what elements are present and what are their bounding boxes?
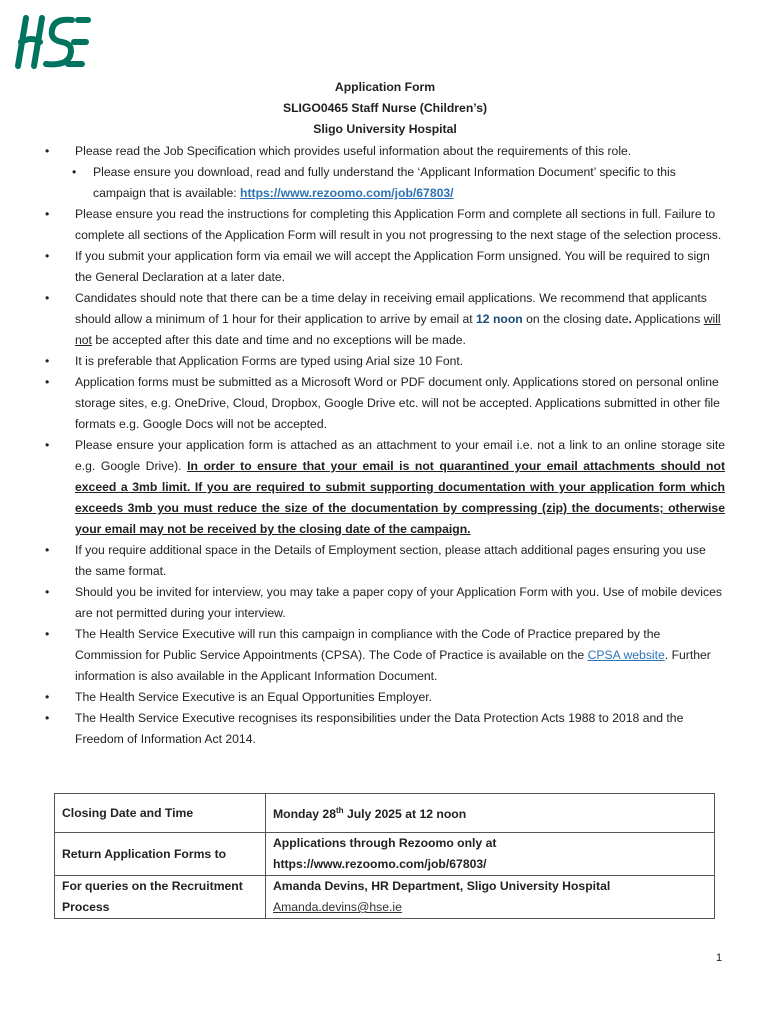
- table-row: [55, 833, 715, 876]
- bullet-icon: •: [45, 711, 50, 725]
- bullet-icon: •: [45, 690, 50, 704]
- hse-logo: [12, 12, 92, 72]
- bullet-icon: •: [45, 291, 50, 305]
- list-item: • Application forms must be submitted as a Microsoft Word or PDF document only. Applications stored on personal online storage sites, e.g. OneDrive, Cloud, Dropbox, Google Drive etc. will not be accepted. Applications submitted in other file formats e.g. Google Docs will not be accepted.: [0, 372, 770, 435]
- list-item: • Please ensure your application form is attached as an attachment to your email i.e. not a link to an online storage site e.g. Google Drive). In order to ensure that your email is not quarantined your email attachments should not exceed a 3mb limit. If you are required to submit supporting documentation with your application form which exceeds 3mb you must reduce the size of the documentation by compressing (zip) the documents; otherwise your email may not be received by the closing date of the campaign.: [0, 435, 770, 540]
- instructions-list: [0, 141, 770, 750]
- list-item: • Should you be invited for interview, you may take a paper copy of your Application Form with you. Use of mobile devices are not permitted during your interview.: [0, 582, 770, 624]
- bullet-icon: •: [45, 543, 50, 557]
- list-item: • Please read the Job Specification which provides useful information about the requirements of this role.: [0, 141, 770, 162]
- queries-value: Amanda Devins, HR Department, Sligo University Hospital Amanda.devins@hse.ie: [266, 876, 715, 919]
- rezoomo-link[interactable]: https://www.rezoomo.com/job/67803/: [240, 186, 454, 200]
- list-item: • Candidates should note that there can be a time delay in receiving email applications. We recommend that applicants should allow a minimum of 1 hour for their application to arrive by email at 12 noon on the closing date. Applications will not be accepted after this date and time and no exceptions will be made.: [0, 288, 770, 351]
- hospital-name: Sligo University Hospital: [313, 122, 457, 136]
- list-item: • The Health Service Executive will run this campaign in compliance with the Code of Practice prepared by the Commission for Public Service Appointments (CPSA). The Code of Practice is available on the CPSA website. Further information is also available in the Applicant Information Document.: [0, 624, 770, 687]
- bullet-icon: •: [72, 165, 77, 179]
- list-item: • The Health Service Executive recognises its responsibilities under the Data Protection Acts 1988 to 2018 and the Freedom of Information Act 2014.: [0, 708, 770, 750]
- bullet-icon: •: [45, 585, 50, 599]
- list-item: • If you require additional space in the Details of Employment section, please attach additional pages ensuring you use the same format.: [0, 540, 770, 582]
- post-title: SLIGO0465 Staff Nurse (Children’s): [282, 101, 488, 115]
- bullet-icon: •: [45, 627, 50, 641]
- closing-date-value: Monday 28th July 2025 at 12 noon: [266, 794, 715, 833]
- return-forms-link[interactable]: https://www.rezoomo.com/job/67803/: [273, 857, 487, 871]
- bullet-icon: •: [45, 249, 50, 263]
- bullet-icon: •: [45, 438, 50, 452]
- list-item: • Please ensure you read the instructions for completing this Application Form and complete all sections in full. Failure to complete all sections of the Application Form will result in you not progressing to the next stage of the selection process.: [0, 204, 770, 246]
- bullet-icon: •: [45, 375, 50, 389]
- bullet-icon: •: [45, 144, 50, 158]
- application-info-table: [54, 793, 715, 919]
- list-item: • If you submit your application form via email we will accept the Application Form unsigned. You will be required to sign the General Declaration at a later date.: [0, 246, 770, 288]
- queries-label: For queries on the Recruitment Process: [55, 876, 266, 919]
- form-title: Application Form: [334, 80, 436, 94]
- email-link[interactable]: Amanda.devins@hse.ie: [273, 900, 402, 914]
- list-item: • It is preferable that Application Forms are typed using Arial size 10 Font.: [0, 351, 770, 372]
- cpsa-website-link[interactable]: CPSA website: [587, 648, 665, 662]
- list-item: • Please ensure you download, read and fully understand the ‘Applicant Information Document’ specific to this campaign that is available: https://www.rezoomo.com/job/67803/: [0, 162, 770, 204]
- return-forms-label: Return Application Forms to: [55, 833, 266, 876]
- closing-date-label: Closing Date and Time: [55, 794, 266, 833]
- bullet-icon: •: [45, 207, 50, 221]
- return-forms-value: Applications through Rezoomo only at https://www.rezoomo.com/job/67803/: [266, 833, 715, 876]
- table-row: [55, 876, 715, 919]
- list-item: • The Health Service Executive is an Equal Opportunities Employer.: [0, 687, 770, 708]
- table-row: [55, 794, 715, 833]
- page-number: 1: [716, 952, 723, 964]
- bullet-icon: •: [45, 354, 50, 368]
